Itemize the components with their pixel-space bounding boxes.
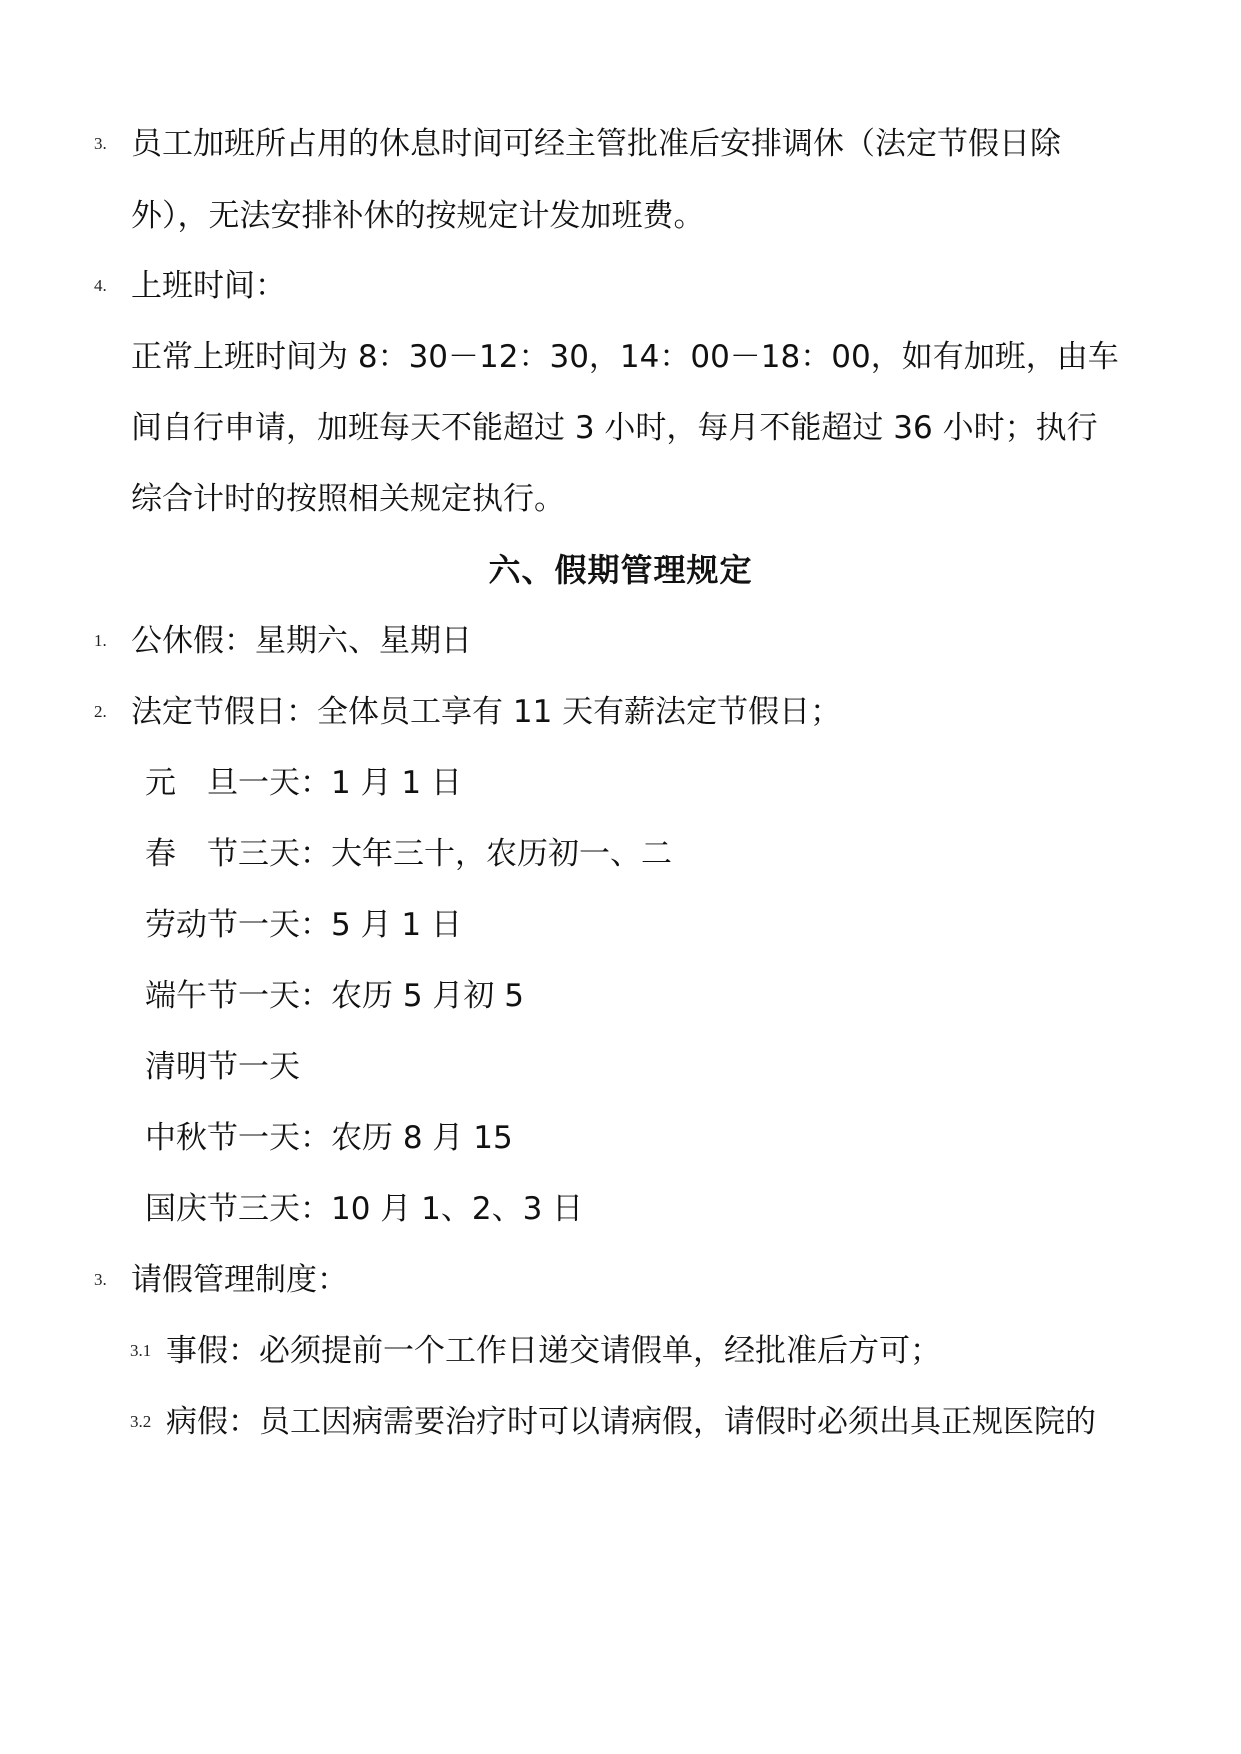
list-number: 4. xyxy=(94,276,107,295)
paragraph-text: 事假：必须提前一个工作日递交请假单，经批准后方可； xyxy=(166,1333,941,1369)
paragraph-text: 正常上班时间为 8：30－12：30，14：00－18：00，如有加班，由车 xyxy=(131,339,1119,375)
paragraph-text: 外），无法安排补休的按规定计发加班费。 xyxy=(131,198,705,234)
paragraph-continuation xyxy=(0,192,1241,240)
paragraph-line xyxy=(0,404,1241,452)
paragraph-text: 法定节假日：全体员工享有 11 天有薪法定节假日； xyxy=(131,694,842,730)
holiday-text: 元 旦一天：1 月 1 日 xyxy=(145,765,463,801)
holiday-text: 中秋节一天：农历 8 月 15 xyxy=(145,1120,513,1156)
paragraph-text: 病假：员工因病需要治疗时可以请病假，请假时必须出具正规医院的 xyxy=(166,1404,1096,1440)
paragraph-text: 公休假：星期六、星期日 xyxy=(131,623,472,659)
list-number: 3. xyxy=(94,134,107,153)
holiday-text: 国庆节三天：10 月 1、2、3 日 xyxy=(145,1191,584,1227)
holiday-item xyxy=(0,1185,1241,1233)
paragraph-line xyxy=(0,333,1241,381)
holiday-text: 端午节一天：农历 5 月初 5 xyxy=(145,978,525,1014)
sub-item-3-1 xyxy=(0,1327,1241,1375)
holiday-text: 清明节一天 xyxy=(145,1049,300,1085)
holiday-item xyxy=(0,972,1241,1020)
holiday-item xyxy=(0,830,1241,878)
paragraph-text: 综合计时的按照相关规定执行。 xyxy=(131,481,565,517)
holiday-text: 春 节三天：大年三十，农历初一、二 xyxy=(145,836,672,872)
list-number: 1. xyxy=(94,631,107,650)
list-item-2 xyxy=(0,688,1241,736)
list-item-3b xyxy=(0,1256,1241,1304)
paragraph-text: 间自行申请，加班每天不能超过 3 小时，每月不能超过 36 小时；执行 xyxy=(131,410,1098,446)
holiday-item xyxy=(0,1043,1241,1091)
holiday-item xyxy=(0,1114,1241,1162)
sub-item-3-2 xyxy=(0,1398,1241,1446)
sub-number: 3.2 xyxy=(130,1412,152,1431)
section-heading-row xyxy=(0,546,1241,594)
holiday-item xyxy=(0,759,1241,807)
section-heading: 六、假期管理规定 xyxy=(488,551,753,589)
item-title: 上班时间： xyxy=(131,268,286,304)
list-item-3 xyxy=(0,120,1241,168)
holiday-item xyxy=(0,901,1241,949)
list-item-4 xyxy=(0,262,1241,310)
paragraph-text: 请假管理制度： xyxy=(131,1262,348,1298)
sub-number: 3.1 xyxy=(130,1341,152,1360)
holiday-text: 劳动节一天：5 月 1 日 xyxy=(145,907,463,943)
list-number: 2. xyxy=(94,702,107,721)
paragraph-line xyxy=(0,475,1241,523)
list-number: 3. xyxy=(94,1270,107,1289)
paragraph-text: 员工加班所占用的休息时间可经主管批准后安排调休（法定节假日除 xyxy=(131,126,1061,162)
list-item-1 xyxy=(0,617,1241,665)
